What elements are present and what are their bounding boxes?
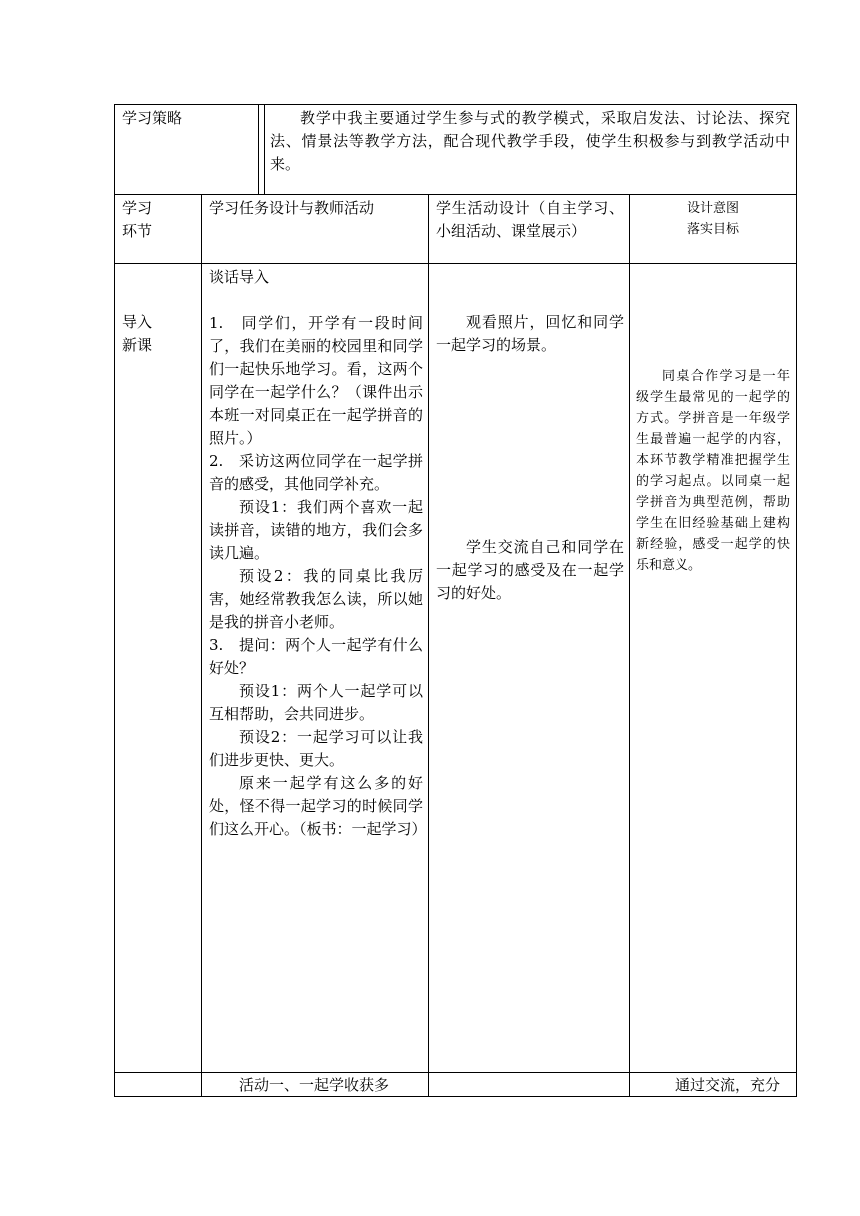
teacher-step-3: 3. 提问：两个人一起学有什么好处？ [209,636,423,677]
row1-student-activity-1: 观看照片，回忆和同学一起学习的场景。 [436,313,624,354]
header-bottom-border [114,263,797,264]
teacher-section-title: 谈话导入 [209,268,270,286]
row1-bottom-border [114,1072,797,1073]
strategy-label: 学习策略 [122,109,183,127]
row1-teacher-activity [209,266,427,841]
header-teacher-activity: 学习任务设计与教师活动 [209,199,375,217]
header-stage: 学习 环节 [122,199,153,240]
row2-teacher-activity: 活动一、一起学收获多 [239,1076,390,1094]
teacher-preset: 预设1：我们两个喜欢一起读拼音，读错的地方，我们会多读几遍。 [209,498,423,562]
teacher-preset: 预设2：我的同桌比我厉害，她经常教我怎么读，所以她是我的拼音小老师。 [209,567,423,631]
col-divider-2 [428,194,429,1097]
col-divider-3 [629,194,630,1097]
teacher-step-1: 1. 同学们，开学有一段时间了，我们在美丽的校园里和同学们一起快乐地学习。看，这两个同学在一起学什么？（课件出示本班一对同桌正在一起学拼音的照片。） [209,314,423,447]
row1-stage: 导入 新课 [122,313,153,354]
strategy-divider-b [264,104,265,195]
row1-intent: 同桌合作学习是一年级学生最常见的一起学的方式。学拼音是一年级学生最普遍一起学的内容，本环节教学精准把握学生的学习起点。以同桌一起学拼音为典型范例，帮助学生在旧经验基础上建构新经验，感受一起学的快乐和意义。 [636,369,790,573]
teacher-preset: 预设2：一起学习可以让我们进步更快、更大。 [209,728,423,769]
teacher-step-2: 2. 采访这两位同学在一起学拼音的感受，其他同学补充。 [209,452,423,493]
row1-student-activity-2: 学生交流自己和同学在一起学习的感受及在一起学习的好处。 [436,538,624,602]
strategy-bottom-border [114,194,797,195]
header-student-activity: 学生活动设计（自主学习、小组活动、课堂展示） [436,199,624,240]
col-divider-1 [201,194,202,1097]
strategy-text: 教学中我主要通过学生参与式的教学模式，采取启发法、讨论法、探究法、情景法等教学方法，配合现代教学手段，使学生积极参与到教学活动中来。 [270,109,790,173]
table-top-border [114,104,797,105]
row2-intent: 通过交流，充分 [675,1076,781,1094]
table-left-border [114,104,115,1097]
teacher-summary: 原来一起学有这么多的好处，怪不得一起学习的时候同学们这么开心。（板书：一起学习） [209,774,427,838]
table-right-border [796,104,797,1097]
header-intent: 设计意图 落实目标 [686,201,739,237]
teacher-preset: 预设1：两个人一起学可以互相帮助，会共同进步。 [209,682,423,723]
strategy-divider-a [258,104,259,195]
